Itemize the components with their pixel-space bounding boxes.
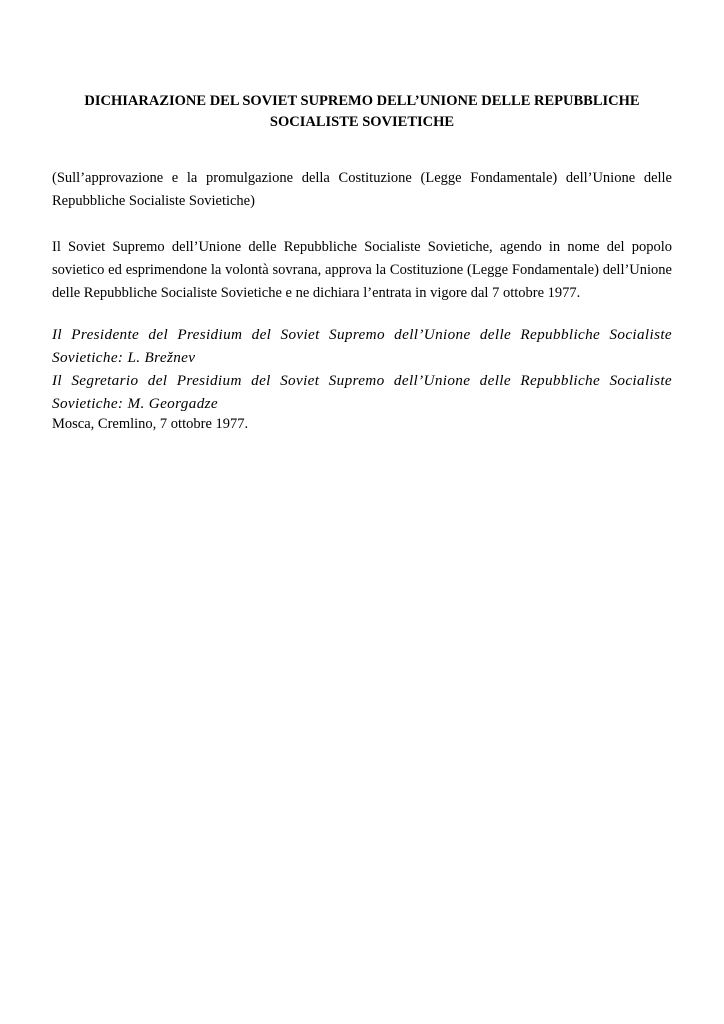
secretary-signature: Il Segretario del Presidium del Soviet Supremo dell’Unione delle Repubbliche Socialiste Sovietiche: M. Georgadze	[52, 372, 672, 412]
document-title-line-1: DICHIARAZIONE DEL SOVIET SUPREMO DELL’UNIONE DELLE REPUBBLICHE	[84, 93, 640, 109]
declaration-paragraph: Il Soviet Supremo dell’Unione delle Repubbliche Socialiste Sovietiche, agendo in nome del popolo sovietico ed esprimendone la volontà sovrana, approva la Costituzione (Legge Fondamentale) dell’Unione delle Repubbliche Socialiste Sovietiche e ne dichiara l’entrata in vigore dal 7 ottobre 1977.	[52, 239, 672, 301]
document-title-line-2: SOCIALISTE SOVIETICHE	[269, 114, 455, 130]
document-title	[52, 91, 672, 133]
document-subtitle: (Sull’approvazione e la promulgazione della Costituzione (Legge Fondamentale) dell’Unione delle Repubbliche Socialiste Sovietiche)	[52, 170, 672, 209]
document-content	[52, 91, 672, 434]
place-and-date: Mosca, Cremlino, 7 ottobre 1977.	[52, 416, 249, 432]
president-signature: Il Presidente del Presidium del Soviet Supremo dell’Unione delle Repubbliche Socialiste Sovietiche: L. Brežnev	[52, 326, 672, 366]
signature-block	[52, 323, 672, 434]
